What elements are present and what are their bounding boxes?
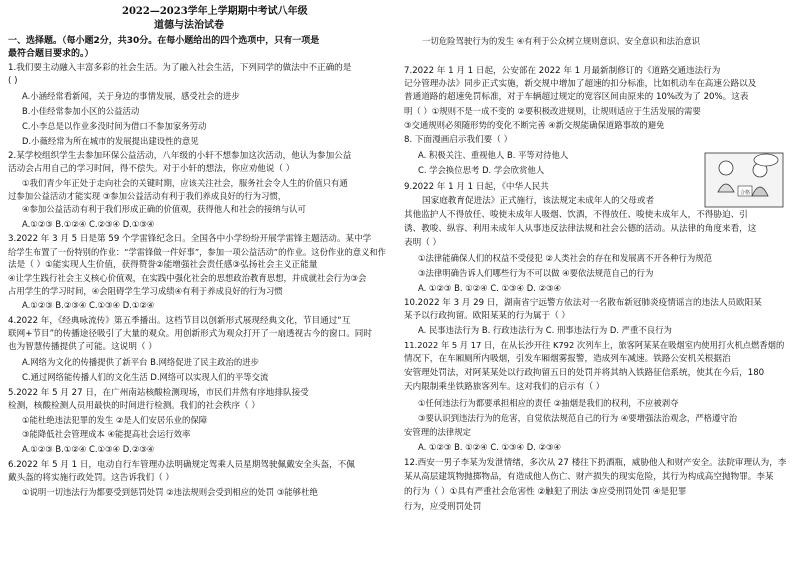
- question-line: 的行为（ ）①具有严重社会危害性 ②触犯了刑法 ③应受刑罚处罚 ④是犯罪: [404, 487, 687, 497]
- answer-options: A. 积极关注、重视他人 B. 平等对待他人: [418, 150, 569, 160]
- option-line: A.小涵经常看新闻，关于身边的事情发展，感受社会的进步: [22, 91, 240, 101]
- question-line: 普通道路的超速免罚标准，对于车辆超过规定的宽容区间由原来的 10%改为了 20%。这表: [404, 92, 749, 102]
- question-line: 国家庭教育促进法》正式施行，该法规定未成年人的父母或者: [422, 196, 655, 206]
- statement-line: ④让学生践行社会主义核心价值观，在实践中强化社会的思想政治教育思想，并成就社会行为③会: [8, 273, 367, 283]
- right-column: [404, 0, 786, 561]
- question-line: ( ): [8, 76, 18, 86]
- question-line: 行为，应受刑罚处罚: [404, 502, 482, 512]
- cartoon-speech-bubble: [754, 154, 778, 166]
- question-line: 也为智慧传播提供了可能。这说明（ ）: [8, 342, 157, 352]
- question-line: 11.2022 年 5 月 17 日，在从长沙开往 K792 次列车上，旅客阿某某在吸烟室内使用打火机点燃香烟的: [404, 340, 785, 350]
- statement-line: ③法律明确告诉人们哪些行为不可以做 ④要依法规范自己的行为: [418, 268, 654, 278]
- question-line: 诱、教唆、纵容、利用未成年人从事违反法律法规和社会公德的活动。从法律的角度来看，这: [404, 224, 757, 234]
- question-line: 某予以行政拘留。欧阳某某的行为属于（ ）: [404, 311, 571, 321]
- statement-line: 过参加公益活动才能实现 ③参加公益活动有利于我们养成良好的行为习惯，: [8, 191, 287, 201]
- option-line: D.小薇经常为所在城市的发展提出建设性的意见: [22, 136, 199, 146]
- statement-line: ①法律能确保人们的权益不受侵犯 ②人类社会的存在和发展离不开各种行为规范: [418, 253, 713, 263]
- statement-line: ④参加公益活动有利于我们形成正确的价值观，获得他人和社会的接纳与认可: [22, 204, 306, 214]
- question-line: 8. 下面漫画启示我们要（ ）: [404, 135, 513, 145]
- question-line: 9.2022 年 1 月 1 日起，《中华人民共: [404, 182, 549, 192]
- question-line: 10.2022 年 3 月 29 日，湖南省宁远警方依法对一名散布新冠肺炎疫情谣言的违法人员欧阳某: [404, 298, 762, 308]
- answer-options: A. 民事违法行为 B. 行政违法行为 C. 刑事违法行为 D. 严重不良行为: [418, 325, 672, 335]
- question-line: 6.2022 年 5 月 1 日，电动自行车管理办法明确规定驾乘人员星期驾驶佩戴安全头盔，不佩: [8, 460, 355, 470]
- section-heading: 一、选择题。（每小题2分，共30分。在每小题给出的四个选项中，只有一项是: [8, 36, 320, 46]
- statement-line: 占用学生的学习时间，④会阻碍学生学习成绩④有利于养成良好的行为习惯: [8, 286, 283, 296]
- question-line: 4.2022 年，《经典咏流传》第五季播出。这档节目以创新形式展现经典文化，节目通过“互: [8, 316, 351, 326]
- statement-line: 一切危险驾驶行为的发生 ④有利于公众树立规则意识、安全意识和法治意识: [422, 36, 701, 46]
- question-line: 给学生布置了一份特别的作业：“学雷锋做一件好事”，参加一项公益活动”的作业。这份作业的意义和作: [8, 247, 386, 257]
- statement-line: ①任何违法行为都要承担相应的责任 ②抽烟是我们的权利，不应被剥夺: [418, 398, 679, 408]
- answer-options: C. 学会换位思考 D. 学会欣赏他人: [418, 165, 545, 175]
- statement-line: 明（ ）①规则不是一成不变的 ②要积极改进规则，让规则适应于生活发展的需要: [404, 106, 701, 116]
- option-line: B.小佳经常参加小区的公益活动: [22, 106, 140, 116]
- question-line: 某从高层建筑物抛掷物品，有造成他人伤亡、财产损失的现实危险，其行为构成高空抛物罪。李某: [404, 472, 774, 482]
- question-line: 天内限制乘坐铁路旅客列车。这对我们的启示有（ ）: [404, 382, 605, 392]
- statement-line: ①我们青少年正处于走向社会的关键时期，应该关注社会，服务社会令人生的价值只有通: [22, 178, 348, 188]
- question-line: 检测，核酸检测人员用最快的时间进行检测。我们的社会秩序（ ）: [8, 401, 260, 411]
- question-line: 2.某学校组织学生去参加环保公益活动，八年级的小轩不想参加这次活动，他认为参加公益: [8, 151, 352, 161]
- question-line: 法是（ ）①能实现人生价值，获得赞誉②能增强社会责任感③弘扬社会主义正能量: [8, 260, 318, 270]
- option-line: C.小李总是以作业多没时间为借口不参加家务劳动: [22, 121, 207, 131]
- question-line: 5.2022 年 5 月 27 日，在广州南站核酸检测现场，市民们井然有序地排队接受: [8, 388, 309, 398]
- answer-options: A.①②③ B.①②④ C.①③④ D.②③④: [22, 444, 155, 454]
- answer-options: C.通过网络能传播人们的文化生活 D.网络可以实现人们的平等交流: [22, 372, 269, 382]
- question-line: 戴头盔的将实施行政处罚。这告诉我们（ ）: [8, 473, 175, 483]
- question-line: 表明（ ）: [404, 238, 442, 248]
- answer-options: A. ①②③ B. ①②④ C. ①③④ D. ②③④: [418, 283, 562, 293]
- statement-line: ③要认识到违法行为的危害，自觉依法规范自己的行为 ④要增强法治观念，严格遵守治: [418, 413, 738, 423]
- cartoon-head-left: [719, 161, 733, 175]
- statement-line: 安管理的法律规定: [404, 427, 471, 437]
- question-line: 活动会占用自己的学习时间，得不偿失。对于小轩的想法，你应劝他说（ ）: [8, 164, 295, 174]
- question-line: 记分管理办法》同步正式实施，新交规中增加了超速的扣分标准，比如机动车在高速公路以及: [404, 79, 757, 89]
- left-column: [8, 0, 390, 561]
- question-line: 其他监护人不得放任、唆使未成年人吸烟、饮酒，不得放任、唆使未成年人，不得胁迫、引: [404, 210, 748, 220]
- question-line: 3.2022 年 3 月 5 日是第 59 个学雷锋纪念日。全国各中小学纷纷开展学雷锋主题活动。某中学: [8, 234, 372, 244]
- section-heading-cont: 最符合题目要求的。）: [8, 49, 94, 59]
- answer-options: A.①②③ B.①②④ C.②③④ D.①③④: [22, 219, 155, 229]
- cartoon-illustration: [704, 152, 784, 208]
- exam-title-line2: 道德与法治试卷: [154, 20, 224, 31]
- answer-options: A.①②③ B.②③④ C.①③④ D.①②④: [22, 300, 155, 310]
- question-line: 联网+节目”的传播途径吸引了大量的观众。用创新形式为观众打开了一扇透视古今的窗口。同时: [8, 329, 372, 339]
- statement-line: ①能杜绝违法犯罪的发生 ②是人们安居乐业的保障: [22, 415, 208, 425]
- statement-line: ①说明一切违法行为都要受到惩罚处罚 ②违法规则会受到相应的处罚 ③能够杜绝: [22, 487, 318, 497]
- question-line: 情况下，在车厢厕所内吸烟，引发车厢烟雾报警，造成列车减速。铁路公安机关根据治: [404, 354, 731, 364]
- question-line: 安管理处罚法，对阿某某处以行政拘留五日的处罚并将其纳入铁路征信系统，使其在今后，180: [404, 368, 765, 378]
- statement-line: ③能降低社会管理成本 ④能提高社会运行效率: [22, 429, 191, 439]
- question-line: 12.西安一男子李某为发泄情绪，多次从 27 楼往下扔酒瓶，威胁他人和财产安全。法院审理认为，李: [404, 458, 787, 468]
- answer-options: A. ①②③ B. ①②④ C. ①③④ D. ②③④: [418, 442, 562, 452]
- statement-line: ③交通规则必须随形势的变化不断完善 ④新交规能确保道路事故的避免: [404, 120, 665, 130]
- answer-options: A.网络为文化的传播提供了新平台 B.网络促进了民主政治的进步: [22, 357, 260, 367]
- question-line: 7.2022 年 1 月 1 日起，公安部在 2022 年 1 月最新制修订的《道路交通违法行为: [404, 66, 721, 76]
- exam-title-line1: 2022—2023学年上学期期中考试八年级: [122, 6, 308, 17]
- cartoon-badge-text: 合格: [740, 190, 751, 196]
- question-line: 1.我们要主动融入丰富多彩的社会生活。为了融入社会生活，下列同学的做法中不正确的是: [8, 63, 352, 73]
